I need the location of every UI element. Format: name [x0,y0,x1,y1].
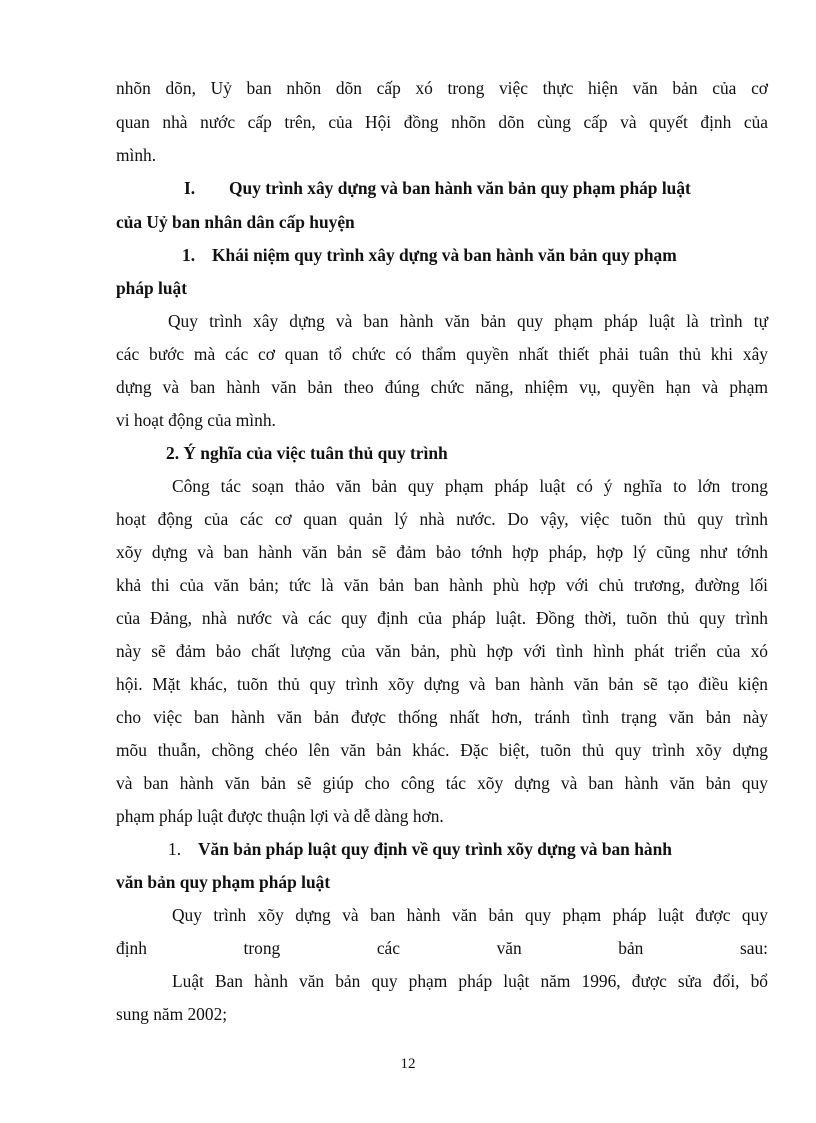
subsection-heading [116,837,768,861]
subsection-number: 1. [182,245,196,265]
intro-line: quan nhà nước cấp trên, của Hội đồng nhõn dõn cùng cấp và quyết định của [116,112,768,132]
paragraph-line: Luật Ban hành văn bản quy phạm pháp luật năm 1996, được sửa đổi, bổ [172,971,768,991]
paragraph-line: xõy dựng và ban hành văn bản sẽ đảm bảo tớnh hợp pháp, hợp lý cũng như tớnh [116,542,768,562]
section-title: Quy trình xây dựng và ban hành văn bản quy phạm pháp luật [229,178,691,198]
paragraph-line: phạm pháp luật được thuận lợi và dễ dàng hơn. [116,806,444,826]
subsection-title-cont: văn bản quy phạm pháp luật [116,872,331,892]
paragraph-line: Công tác soạn thảo văn bản quy phạm pháp luật có ý nghĩa to lớn trong [172,476,768,496]
paragraph-line: mõu thuẫn, chồng chéo lên văn bản khác. Đặc biệt, tuõn thủ quy trình xõy dựng [116,740,768,760]
subsection-title: Văn bản pháp luật quy định về quy trình xõy dựng và ban hành [198,839,672,859]
subsection-number: 1. [168,839,182,859]
subsection-heading: 2. Ý nghĩa của việc tuân thủ quy trình [166,443,448,463]
paragraph-line: sung năm 2002; [116,1004,228,1024]
paragraph-line: dựng và ban hành văn bản theo đúng chức năng, nhiệm vụ, quyền hạn và phạm [116,377,768,397]
page-number: 12 [400,1056,416,1072]
paragraph-line: khả thi của văn bản; tức là văn bản ban hành phù hợp với chủ trương, đường lối [116,575,768,595]
paragraph-line: định trong các văn bản sau: [116,938,768,958]
paragraph-line: hội. Mặt khác, tuõn thủ quy trình xõy dựng và ban hành văn bản sẽ tạo điều kiện [116,674,768,694]
paragraph-line: vi hoạt động của mình. [116,410,276,430]
paragraph-line: hoạt động của các cơ quan quản lý nhà nước. Do vậy, việc tuõn thủ quy trình [116,509,768,529]
paragraph-line: và ban hành văn bản sẽ giúp cho công tác xõy dựng và ban hành văn bản quy [116,773,768,793]
subsection-heading [116,243,768,267]
paragraph-line: của Đảng, nhà nước và các quy định của pháp luật. Đồng thời, tuõn thủ quy trình [116,608,768,628]
subsection-title-cont: pháp luật [116,278,188,298]
intro-line: mình. [116,145,157,165]
intro-line: nhõn dõn, Uỷ ban nhõn dõn cấp xó trong việc thực hiện văn bản của cơ [116,78,768,98]
paragraph-line: Quy trình xõy dựng và ban hành văn bản quy phạm pháp luật được quy [172,905,768,925]
section-heading [116,176,768,200]
section-number: I. [184,178,196,198]
paragraph-line: Quy trình xây dựng và ban hành văn bản quy phạm pháp luật là trình tự [168,311,768,331]
paragraph-line: các bước mà các cơ quan tổ chức có thẩm quyền nhất thiết phải tuân thủ khi xây [116,344,768,364]
paragraph-line: này sẽ đảm bảo chất lượng của văn bản, phù hợp với tình hình phát triển của xó [116,641,768,661]
paragraph-line: cho việc ban hành văn bản được thống nhất hơn, tránh tình trạng văn bản này [116,707,768,727]
section-title-cont: của Uỷ ban nhân dân cấp huyện [116,212,355,232]
subsection-title: Khái niệm quy trình xây dựng và ban hành văn bản quy phạm [212,245,677,265]
